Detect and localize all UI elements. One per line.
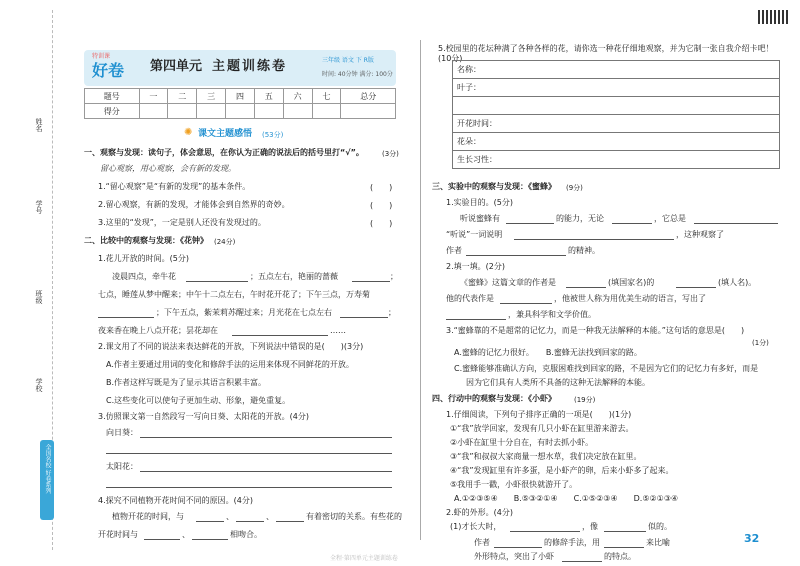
q3-3-option-c1: C.蜜蜂能够准确认方向，克服困难找到回家的路，不是因为它们的记忆力有多好，而是 bbox=[454, 364, 759, 373]
q3-2-line3: ，兼具科学和文学价值。 bbox=[508, 310, 596, 319]
page-number: 32 bbox=[744, 532, 760, 545]
score-input[interactable] bbox=[226, 104, 255, 119]
footer-text: 全程·第四单元主题训练卷 bbox=[330, 555, 398, 562]
page-subtitle: 主题训练卷 bbox=[212, 59, 288, 74]
q2-1-line2: 七点，睡莲从梦中醒来；中午十二点左右，午时花开花了；下午三点，万寿菊 bbox=[98, 290, 370, 299]
grade-info: 三年级 语文 下 R版 bbox=[322, 57, 374, 64]
q5-prompt: 5.校园里的花坛种满了各种各样的花，请你选一种花仔细地观察，并为它制一张自我介绍卡吧！(10分) bbox=[438, 44, 774, 63]
q3-3-option-c2: 因为它们具有人类所不具备的这种无法解释的本能。 bbox=[466, 378, 650, 387]
score-cell: 一 bbox=[139, 89, 168, 104]
q2-1-line3: ；下午五点，紫茉莉苏醒过来；月光花在七点左右 bbox=[156, 308, 332, 317]
q3-2-line1a: 《蜜蜂》这篇文章的作者是 bbox=[460, 278, 556, 287]
q2-3-prompt: 3.仿照课文第一自然段写一写向日葵、太阳花的开放。(4分) bbox=[98, 412, 309, 421]
q4-score: (19分) bbox=[574, 396, 596, 404]
q2-4-line2a: 开花时间与 bbox=[98, 530, 138, 539]
card-row[interactable]: 开花时间： bbox=[453, 115, 780, 133]
score-cell: 得分 bbox=[85, 104, 140, 119]
q2-1-line1b: ；五点左右，艳丽的蔷薇 bbox=[250, 272, 338, 281]
q4-2-line2a: 作者 bbox=[474, 538, 490, 547]
score-cell: 四 bbox=[226, 89, 255, 104]
q1-item: 3.这里的“发现”，一定是别人还没有发现过的。 bbox=[98, 218, 266, 227]
q3-1-line2a: “听说”一词说明 bbox=[446, 230, 503, 239]
blank-line[interactable] bbox=[604, 531, 646, 532]
column-divider bbox=[420, 40, 421, 540]
writing-line[interactable] bbox=[140, 471, 392, 472]
q3-1-line1a: 听说蜜蜂有 bbox=[460, 214, 500, 223]
q4-2-line3b: 的特点。 bbox=[604, 552, 636, 561]
card-row[interactable]: 花朵： bbox=[453, 133, 780, 151]
q2-3-sunflower: 向日葵： bbox=[106, 428, 138, 437]
blank-line[interactable] bbox=[232, 335, 328, 336]
score-input[interactable] bbox=[341, 104, 396, 119]
score-cell: 七 bbox=[312, 89, 341, 104]
q1-item: 2.留心观察，有新的发现，才能体会到自然界的奇妙。 bbox=[98, 200, 290, 209]
blank-line[interactable] bbox=[694, 223, 778, 224]
score-input[interactable] bbox=[254, 104, 283, 119]
answer-paren[interactable]: ( ) bbox=[370, 219, 393, 228]
q2-2-prompt: 2.课文用了不同的说法来表达鲜花的开放，下列说法中错误的是( )(3分) bbox=[98, 342, 364, 351]
qr-code bbox=[758, 10, 788, 24]
blank-line[interactable] bbox=[604, 547, 644, 548]
score-input[interactable] bbox=[283, 104, 312, 119]
q2-4-line2b: 、 bbox=[182, 530, 190, 539]
q3-1-prompt: 1.实验目的。(5分) bbox=[446, 198, 513, 207]
score-cell: 六 bbox=[283, 89, 312, 104]
writing-line[interactable] bbox=[140, 437, 392, 438]
q3-2-line2: 他的代表作是 bbox=[446, 294, 494, 303]
q4-1-item: ③“我”和叔叔大家商量一想水草，我们决定放在缸里。 bbox=[450, 452, 642, 461]
blank-line[interactable] bbox=[676, 287, 716, 288]
blank-line[interactable] bbox=[514, 239, 674, 240]
q2-title: 二、比较中的观察与发现：《花钟》 bbox=[84, 236, 208, 245]
side-banner-text: 全国名校 好卷系列 bbox=[44, 444, 51, 494]
blank-line[interactable] bbox=[506, 223, 554, 224]
blank-line[interactable] bbox=[612, 223, 652, 224]
q4-2-line3a: 外形特点，突出了小虾 bbox=[474, 552, 554, 561]
q3-3-score: (1分) bbox=[752, 339, 769, 347]
q3-3-option-ab: A.蜜蜂的记忆力很好。 B.蜜蜂无法找到回家的路。 bbox=[454, 348, 642, 357]
q4-2-line2c: 来比喻 bbox=[646, 538, 670, 547]
side-class-label: 班级 bbox=[35, 290, 43, 304]
q2-2-option-b: B.作者这样写既是为了显示其语言积累丰富。 bbox=[106, 378, 267, 387]
q3-2-line1b: (填国家名)的 bbox=[608, 278, 655, 287]
q4-1-item: ②小虾在缸里十分自在，有时去抓小虾。 bbox=[450, 438, 594, 447]
blank-line[interactable] bbox=[144, 539, 180, 540]
q2-1-prompt: 1.花儿开放的时间。(5分) bbox=[98, 254, 189, 263]
writing-line[interactable] bbox=[106, 487, 392, 488]
q3-3-prompt: 3.“蜜蜂靠的不是超常的记忆力，而是一种我无法解释的本能。”这句话的意思是( ) bbox=[446, 326, 745, 335]
q2-3-portulaca: 太阳花： bbox=[106, 462, 138, 471]
q2-1-line4b: …… bbox=[330, 326, 346, 335]
q4-2-line1c: 似的。 bbox=[648, 522, 672, 531]
card-row[interactable]: 叶子： bbox=[453, 79, 780, 97]
score-cell: 二 bbox=[168, 89, 197, 104]
card-row[interactable] bbox=[453, 97, 780, 115]
q3-2-prompt: 2.填一填。(2分) bbox=[446, 262, 505, 271]
blank-line[interactable] bbox=[510, 531, 580, 532]
answer-paren[interactable]: ( ) bbox=[370, 183, 393, 192]
blank-line[interactable] bbox=[186, 281, 248, 282]
q3-1-line3b: 的精神。 bbox=[568, 246, 600, 255]
score-input[interactable] bbox=[312, 104, 341, 119]
q4-1-item: ④“我”发现缸里有许多蛋，是小虾产的卵，后来小虾多了起来。 bbox=[450, 466, 674, 475]
q2-1-line3b: ； bbox=[388, 308, 396, 317]
q1-title: 一、观察与发现：读句子，体会意思，在你认为正确的说法后的括号里打“√”。 bbox=[84, 148, 364, 157]
blank-line[interactable] bbox=[566, 287, 606, 288]
q3-2-line2b: ，他被世人称为用优美生动的语言，写出了 bbox=[554, 294, 706, 303]
score-input[interactable] bbox=[168, 104, 197, 119]
page-title: 第四单元 bbox=[150, 59, 203, 74]
card-row[interactable]: 名称： bbox=[453, 61, 780, 79]
q4-2-line1a: (1)才长大时， bbox=[450, 522, 502, 531]
side-banner bbox=[40, 440, 54, 520]
answer-paren[interactable]: ( ) bbox=[370, 201, 393, 210]
side-id-label: 学号 bbox=[35, 200, 43, 214]
q3-1-line2b: ，这种观察了 bbox=[676, 230, 724, 239]
q4-1-item: ①“我”放学回家，发现有几只小虾在缸里游来游去。 bbox=[450, 424, 634, 433]
card-row[interactable]: 生长习性： bbox=[453, 151, 780, 169]
exam-meta: 时间: 40分钟 满分: 100分 bbox=[322, 71, 393, 78]
logo-top: 特训课 bbox=[92, 53, 111, 60]
side-name-label: 姓名 bbox=[35, 118, 43, 132]
intro-card-table bbox=[452, 60, 780, 169]
q2-1-line1a: 凌晨四点，牵牛花 bbox=[112, 272, 176, 281]
q2-4-line2c: 相吻合。 bbox=[230, 530, 262, 539]
q3-2-line1c: (填人名)。 bbox=[718, 278, 757, 287]
score-cell: 三 bbox=[197, 89, 226, 104]
blank-line[interactable] bbox=[98, 317, 154, 318]
blank-line[interactable] bbox=[446, 319, 506, 320]
q2-2-option-a: A.作者主要通过用词的变化和修辞手法的运用来体现不同鲜花的开放。 bbox=[106, 360, 354, 369]
score-input[interactable] bbox=[139, 104, 168, 119]
q2-1-line4: 夜来香在晚上八点开花；昙花却在 bbox=[98, 326, 218, 335]
score-input[interactable] bbox=[197, 104, 226, 119]
blank-line[interactable] bbox=[494, 547, 542, 548]
q1-score: (3分) bbox=[382, 150, 399, 158]
q2-4-line1c: 、 bbox=[266, 512, 274, 521]
q2-score: (24分) bbox=[214, 238, 236, 246]
blank-line[interactable] bbox=[340, 317, 388, 318]
score-cell: 五 bbox=[254, 89, 283, 104]
q3-1-line1b: 的能力，无论 bbox=[556, 214, 604, 223]
section-score: (53分) bbox=[262, 131, 284, 139]
writing-line[interactable] bbox=[106, 453, 392, 454]
q3-1-line1c: ，它总是 bbox=[654, 214, 686, 223]
q4-2-line2b: 的修辞手法，用 bbox=[544, 538, 600, 547]
logo-main: 好卷 bbox=[92, 61, 125, 80]
q4-1-item: ⑤我用手一戳，小虾很快就游开了。 bbox=[450, 480, 578, 489]
section-title: 课文主题感悟 bbox=[198, 129, 253, 139]
q2-4-line1d: 有着密切的关系。有些花的 bbox=[306, 512, 402, 521]
q2-4-line1b: 、 bbox=[226, 512, 234, 521]
q3-1-line3a: 作者 bbox=[446, 246, 462, 255]
score-table bbox=[84, 88, 396, 119]
q4-2-prompt: 2.虾的外形。(4分) bbox=[446, 508, 513, 517]
q4-2-line1b: ，像 bbox=[582, 522, 598, 531]
q1-handwriting: 留心观察，用心观察，会有新的发现。 bbox=[100, 164, 236, 173]
q4-1-prompt: 1.仔细阅读，下列句子排序正确的一项是( )(1分) bbox=[446, 410, 632, 419]
q2-1-line1c: ； bbox=[390, 272, 398, 281]
score-cell: 总分 bbox=[341, 89, 396, 104]
q3-score: (9分) bbox=[566, 184, 583, 192]
blank-line[interactable] bbox=[466, 255, 566, 256]
q1-item: 1.“留心观察”是“有新的发现”的基本条件。 bbox=[98, 182, 251, 191]
blank-line[interactable] bbox=[500, 303, 552, 304]
q4-title: 四、行动中的观察与发现：《小虾》 bbox=[432, 394, 556, 403]
q2-4-line1a: 植物开花的时间，与 bbox=[112, 512, 184, 521]
score-cell: 题号 bbox=[85, 89, 140, 104]
side-school-label: 学校 bbox=[35, 378, 43, 392]
lightbulb-icon: ✺ bbox=[184, 127, 193, 138]
blank-line[interactable] bbox=[352, 281, 390, 282]
q2-2-option-c: C.这些变化可以使句子更加生动、形象，避免重复。 bbox=[106, 396, 291, 405]
q2-4-prompt: 4.探究不同植物开花时间不同的原因。(4分) bbox=[98, 496, 253, 505]
q3-title: 三、实验中的观察与发现：《蜜蜂》 bbox=[432, 182, 556, 191]
q4-1-options: A.①②③⑤④ B.⑤③②①④ C.①⑤②③④ D.⑤②①③④ bbox=[454, 494, 679, 503]
blank-line[interactable] bbox=[562, 561, 602, 562]
blank-line[interactable] bbox=[276, 521, 304, 522]
logo-badge bbox=[88, 52, 132, 84]
blank-line[interactable] bbox=[236, 521, 264, 522]
blank-line[interactable] bbox=[192, 539, 228, 540]
blank-line[interactable] bbox=[196, 521, 224, 522]
